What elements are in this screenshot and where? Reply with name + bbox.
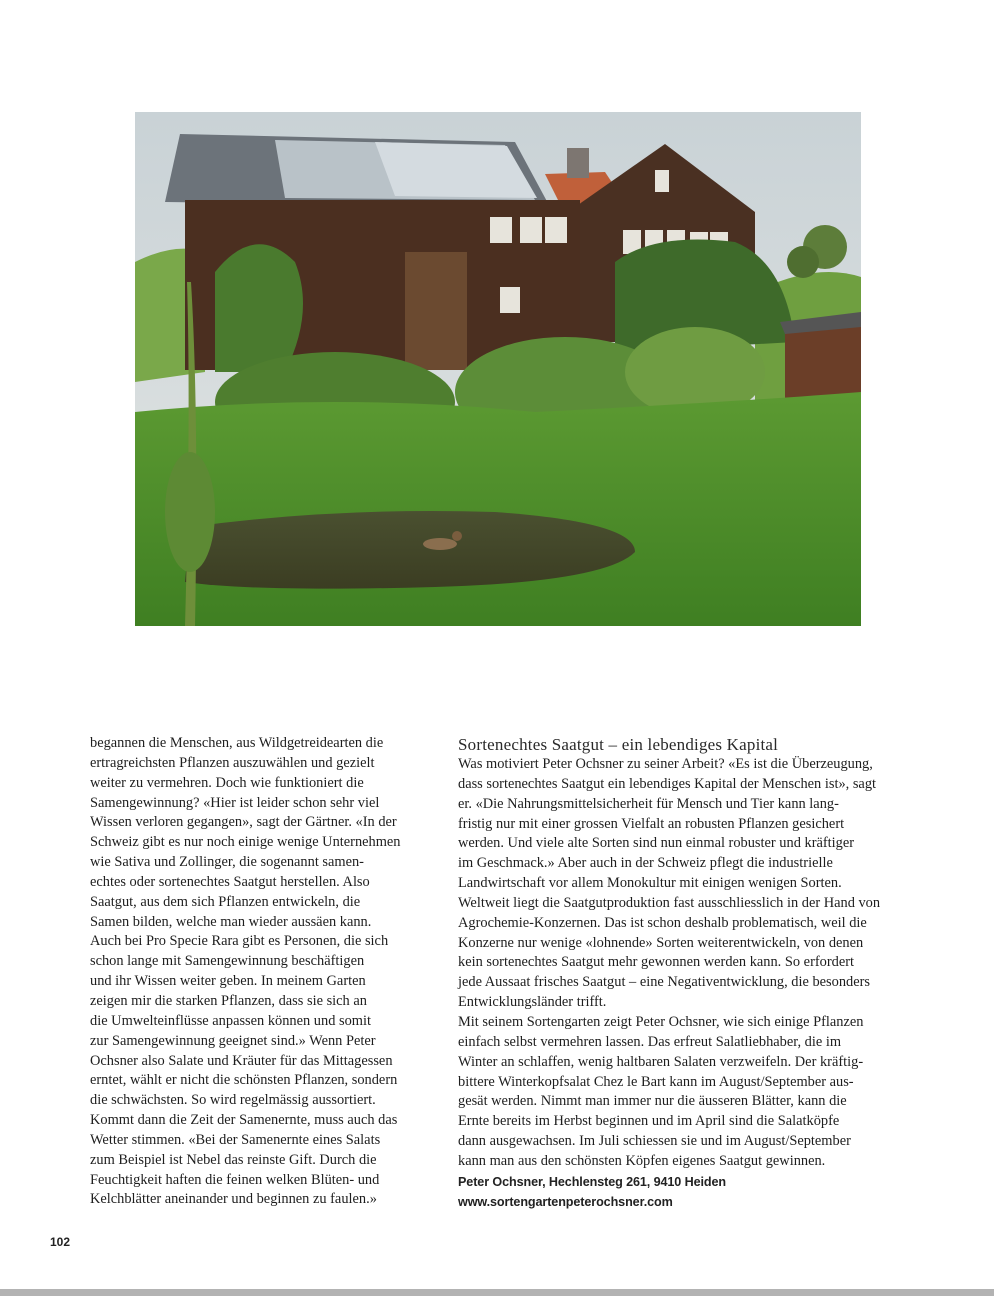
text-line: weiter zu vermehren. Doch wie funktioniert die xyxy=(90,774,364,791)
text-line: einfach selbst vermehren lassen. Das erfreut Salatliebhaber, die im xyxy=(458,1033,842,1050)
text-line: erntet, wählt er nicht die schönsten Pflanzen, sondern xyxy=(90,1072,398,1089)
bottom-scrollbar xyxy=(0,1289,994,1296)
text-line: Was motiviert Peter Ochsner zu seiner Arbeit? «Es ist die Überzeugung, xyxy=(458,756,873,772)
text-line: Schweiz gibt es nur noch einige wenige Unternehmen xyxy=(90,834,401,851)
page-number: 102 xyxy=(50,1235,71,1249)
text-line: Konzerne nur wenige «lohnende» Sorten weiterentwickeln, von denen xyxy=(458,934,864,951)
text-line: dann ausgewachsen. Im Juli schiessen sie und im August/September xyxy=(458,1133,851,1150)
text-line: schon lange mit Samengewinnung beschäftigen xyxy=(90,953,365,970)
text-line: Ochsner also Salate und Kräuter für das Mittagessen xyxy=(90,1052,393,1069)
text-line: gesät werden. Nimmt man immer nur die äusseren Blätter, kann die xyxy=(458,1093,847,1110)
farmhouse-garden-illustration xyxy=(135,112,861,626)
text-line: Entwicklungsländer trifft. xyxy=(458,994,607,1011)
text-line: jede Aussaat frisches Saatgut – eine Negativentwicklung, die besonders xyxy=(458,974,871,991)
text-line: Wetter stimmen. «Bei der Samenernte eines Salats xyxy=(90,1131,381,1148)
text-line: bittere Winterkopfsalat Chez le Bart kann im August/September aus- xyxy=(458,1073,854,1090)
text-line: Kelchblätter aneinander und beginnen zu faulen.» xyxy=(90,1191,377,1208)
text-line: und ihr Wissen weiter geben. In meinem Garten xyxy=(90,973,366,990)
text-line: fristig nur mit einer grossen Vielfalt an robusten Pflanzen gesichert xyxy=(458,815,845,832)
website-link[interactable]: www.sortengartenpeterochsner.com xyxy=(458,1194,673,1209)
text-line: zum Beispiel ist Nebel das reinste Gift. Durch die xyxy=(90,1151,377,1168)
text-line: kein sortenechtes Saatgut mehr gewonnen werden kann. So erfordert xyxy=(458,954,855,971)
text-line: zur Samengewinnung geeignet sind.» Wenn Peter xyxy=(90,1032,376,1049)
text-line: dass sortenechtes Saatgut ein lebendiges Kapital der Menschen ist», sagt xyxy=(458,775,877,792)
text-line: kann man aus den schönsten Köpfen eigenes Saatgut gewinnen. xyxy=(458,1152,826,1169)
text-line: begannen die Menschen, aus Wildgetreidearten die xyxy=(90,735,384,751)
text-line: Wissen verloren gegangen», sagt der Gärtner. «In der xyxy=(90,814,397,831)
text-line: Winter an schlaffen, wenig haltbaren Salaten verzweifeln. Der kräftig- xyxy=(458,1053,864,1070)
text-line: Samengewinnung? «Hier ist leider schon sehr viel xyxy=(90,794,380,811)
text-line: Samen bilden, welche man wieder aussäen kann. xyxy=(90,913,372,930)
text-line: werden. Und viele alte Sorten sind nun einmal robuster und kräftiger xyxy=(458,835,855,852)
text-line: Landwirtschaft vor allem Monokultur mit einigen wenigen Sorten. xyxy=(458,875,842,892)
text-line: Agrochemie-Konzernen. Das ist schon deshalb problematisch, weil die xyxy=(458,914,867,931)
text-line: echtes oder sortenechtes Saatgut herstellen. Also xyxy=(90,873,370,890)
text-line: Weltweit liegt die Saatgutproduktion fast ausschliesslich in der Hand von xyxy=(458,894,881,911)
text-line: Feuchtigkeit haften die feinen welken Blüten- und xyxy=(90,1171,380,1188)
text-line: Mit seinem Sortengarten zeigt Peter Ochsner, wie sich einige Pflanzen xyxy=(458,1013,864,1030)
text-line: die schwächsten. So wird regelmässig aussortiert. xyxy=(90,1092,376,1109)
text-line: zeigen mir die starken Pflanzen, dass sie sich an xyxy=(90,992,367,1009)
address-line: Peter Ochsner, Hechlensteg 261, 9410 Heiden xyxy=(458,1174,726,1189)
text-line: Ernte bereits im Herbst beginnen und im April sind die Salatköpfe xyxy=(458,1113,840,1130)
left-text-column xyxy=(90,734,432,1210)
right-text-column xyxy=(458,734,910,1212)
text-line: ertragreichsten Pflanzen auszuwählen und gezielt xyxy=(90,754,375,771)
text-line: er. «Die Nahrungsmittelsicherheit für Mensch und Tier kann lang- xyxy=(458,795,839,812)
text-line: Auch bei Pro Specie Rara gibt es Personen, die sich xyxy=(90,933,389,950)
text-line: Saatgut, aus dem sich Pflanzen entwickeln, die xyxy=(90,893,361,910)
text-line: Kommt dann die Zeit der Samenernte, muss auch das xyxy=(90,1112,398,1129)
text-line: die Umwelteinflüsse anpassen können und somit xyxy=(90,1012,371,1029)
farmhouse-photo xyxy=(135,112,861,626)
text-line: wie Sativa und Zollinger, die sogenannt samen- xyxy=(90,854,364,871)
section-heading: Sortenechtes Saatgut – ein lebendiges Kapital xyxy=(458,735,779,754)
text-line: im Geschmack.» Aber auch in der Schweiz pflegt die industrielle xyxy=(458,855,833,872)
